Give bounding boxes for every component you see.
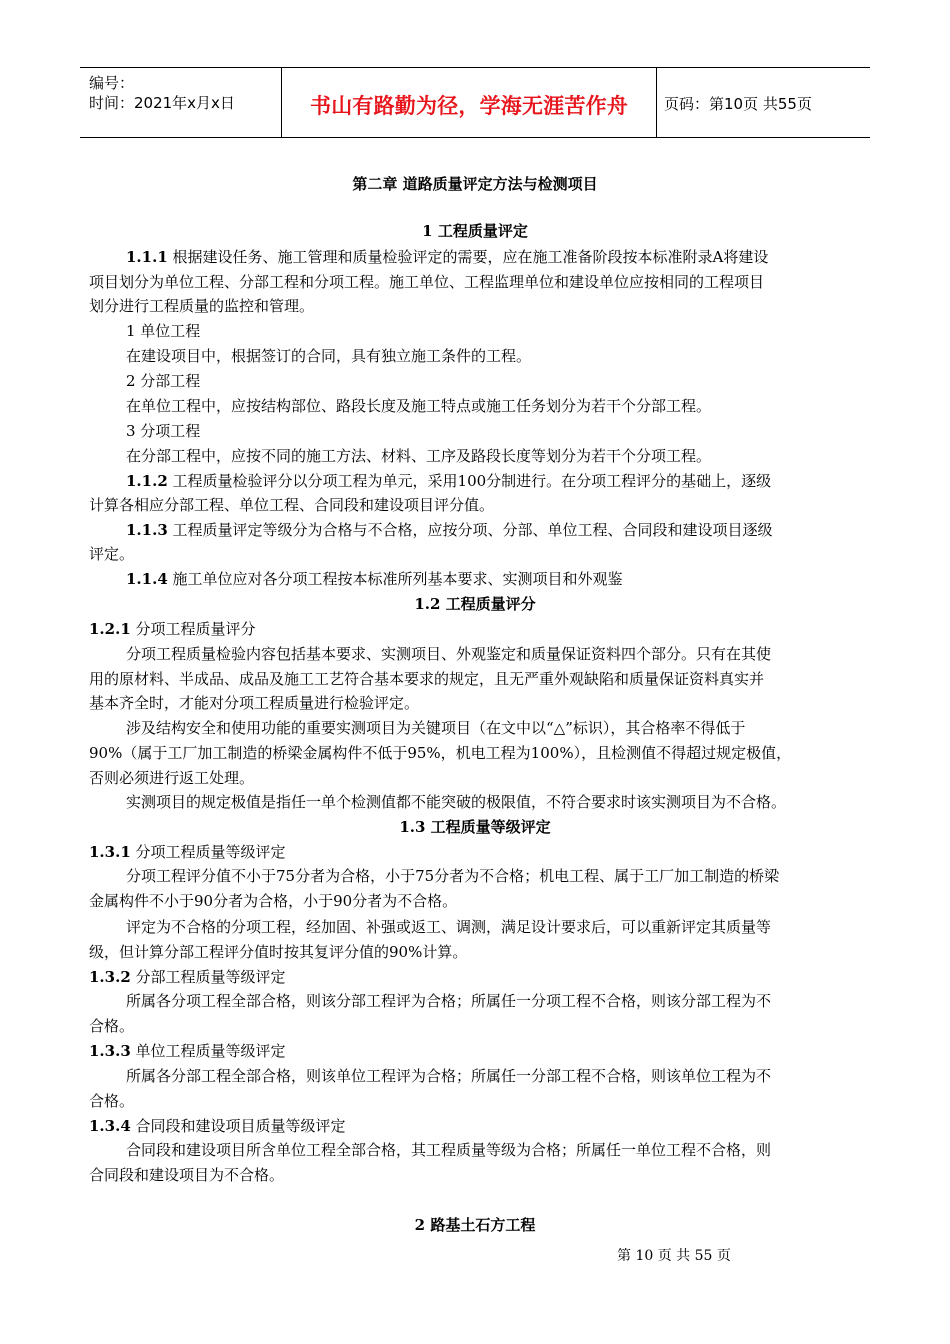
para-1-3-4-line1: 合同段和建设项目所含单位工程全部合格，其工程质量等级为合格；所属任一单位工程不合格，则 xyxy=(126,1141,772,1159)
para-1-1-1-line1 xyxy=(126,247,768,267)
sub-work-heading: 2 分部工程 xyxy=(126,372,201,390)
page-number-label: 页码：第10页 共55页 xyxy=(664,95,812,113)
chapter-title: 第二章 道路质量评定方法与检测项目 xyxy=(352,175,598,193)
section-1-title: 1 工程质量评定 xyxy=(422,222,528,240)
para-1-3-1-line4: 级，但计算分部工程评分值时按其复评分值的90%计算。 xyxy=(89,943,468,961)
para-1-2-1-line1: 分项工程质量检验内容包括基本要求、实测项目、外观鉴定和质量保证资料四个部分。只有在其使 xyxy=(126,645,772,663)
para-1-2-1-line7: 实测项目的规定极值是指任一单个检测值都不能突破的极限值，不符合要求时该实测项目为不合格。 xyxy=(126,793,787,811)
para-1-3-1-line3: 评定为不合格的分项工程，经加固、补强或返工、调测，满足设计要求后，可以重新评定其质量等 xyxy=(126,918,772,936)
clause-text: 工程质量检验评分以分项工程为单元，采用100分制进行。在分项工程评分的基础上，逐级 xyxy=(167,472,772,490)
para-1-2-1-line4: 涉及结构安全和使用功能的重要实测项目为关键项目（在文中以“△”标识），其合格率不得低于 xyxy=(126,719,746,737)
section-1-2-title: 1.2 工程质量评分 xyxy=(414,595,536,613)
unit-work-heading: 1 单位工程 xyxy=(126,322,201,340)
clause-number: 1.1.4 xyxy=(126,570,168,588)
clause-text: 分项工程质量评分 xyxy=(130,620,256,638)
para-1-2-1-line6: 否则必须进行返工处理。 xyxy=(89,769,255,787)
para-1-3-4-line2: 合同段和建设项目为不合格。 xyxy=(89,1166,285,1184)
header-meta xyxy=(80,68,280,137)
sub-work-text: 在单位工程中，应按结构部位、路段长度及施工特点或施工任务划分为若干个分部工程。 xyxy=(126,397,712,415)
motto: 书山有路勤为径，学海无涯苦作舟 xyxy=(310,94,628,118)
clause-text: 根据建设任务、施工管理和质量检验评定的需要，应在施工准备阶段按本标准附录A将建设 xyxy=(167,248,769,266)
para-1-1-2-line1 xyxy=(126,471,771,491)
clause-number: 1.3.3 xyxy=(89,1042,131,1060)
para-1-2-1-line2: 用的原材料、半成品、成品及施工工艺符合基本要求的规定，且无严重外观缺陷和质量保证资料真实并 xyxy=(89,670,765,688)
para-1-1-4-line1 xyxy=(126,569,623,589)
section-2-title: 2 路基土石方工程 xyxy=(414,1216,536,1234)
page-footer: 第 10 页 共 55 页 xyxy=(617,1248,731,1264)
para-1-3-2-heading xyxy=(89,967,286,987)
clause-text: 分部工程质量等级评定 xyxy=(130,968,286,986)
item-work-text: 在分部工程中，应按不同的施工方法、材料、工序及路段长度等划分为若干个分项工程。 xyxy=(126,447,712,465)
clause-text: 分项工程质量等级评定 xyxy=(130,843,286,861)
page-header xyxy=(80,67,870,138)
para-1-1-1-line3: 划分进行工程质量的监控和管理。 xyxy=(89,297,315,315)
para-1-3-1-line1: 分项工程评分值不小于75分者为合格，小于75分者为不合格；机电工程、属于工厂加工制造的桥梁 xyxy=(126,867,780,885)
para-1-3-3-line1: 所属各分部工程全部合格，则该单位工程评为合格；所属任一分部工程不合格，则该单位工程为不 xyxy=(126,1067,772,1085)
clause-text: 合同段和建设项目质量等级评定 xyxy=(130,1117,346,1135)
para-1-1-1-line2: 项目划分为单位工程、分部工程和分项工程。施工单位、工程监理单位和建设单位应按相同的工程项目 xyxy=(89,273,765,291)
section-1-3-title: 1.3 工程质量等级评定 xyxy=(399,818,551,836)
clause-number: 1.3.1 xyxy=(89,843,131,861)
item-work-heading: 3 分项工程 xyxy=(126,422,201,440)
para-1-2-1-line3: 基本齐全时，才能对分项工程质量进行检验评定。 xyxy=(89,694,420,712)
para-1-3-1-line2: 金属构件不小于90分者为合格，小于90分者为不合格。 xyxy=(89,892,458,910)
number-label: 编号： xyxy=(89,74,135,92)
para-1-3-1-heading xyxy=(89,842,286,862)
header-motto-cell xyxy=(281,68,657,137)
clause-number: 1.1.2 xyxy=(126,472,168,490)
clause-number: 1.3.4 xyxy=(89,1117,131,1135)
para-1-2-1-heading xyxy=(89,619,256,639)
para-1-1-3-line2: 评定。 xyxy=(89,545,135,563)
clause-number: 1.2.1 xyxy=(89,620,131,638)
clause-text: 施工单位应对各分项工程按本标准所列基本要求、实测项目和外观鉴 xyxy=(167,570,623,588)
clause-number: 1.3.2 xyxy=(89,968,131,986)
clause-number: 1.1.1 xyxy=(126,248,168,266)
para-1-3-3-heading xyxy=(89,1041,286,1061)
para-1-3-3-line2: 合格。 xyxy=(89,1092,135,1110)
para-1-1-2-line2: 计算各相应分部工程、单位工程、合同段和建设项目评分值。 xyxy=(89,496,495,514)
clause-number: 1.1.3 xyxy=(126,521,168,539)
date-label: 时间：2021年x月x日 xyxy=(89,94,235,112)
unit-work-text: 在建设项目中，根据签订的合同，具有独立施工条件的工程。 xyxy=(126,347,532,365)
para-1-1-3-line1 xyxy=(126,520,773,540)
clause-text: 工程质量评定等级分为合格与不合格，应按分项、分部、单位工程、合同段和建设项目逐级 xyxy=(167,521,773,539)
para-1-3-4-heading xyxy=(89,1116,346,1136)
para-1-3-2-line1: 所属各分项工程全部合格，则该分部工程评为合格；所属任一分项工程不合格，则该分部工程为不 xyxy=(126,992,772,1010)
para-1-2-1-line5: 90%（属于工厂加工制造的桥梁金属构件不低于95%，机电工程为100%），且检测值不得超过规定极值， xyxy=(89,744,792,762)
clause-text: 单位工程质量等级评定 xyxy=(130,1042,286,1060)
para-1-3-2-line2: 合格。 xyxy=(89,1017,135,1035)
